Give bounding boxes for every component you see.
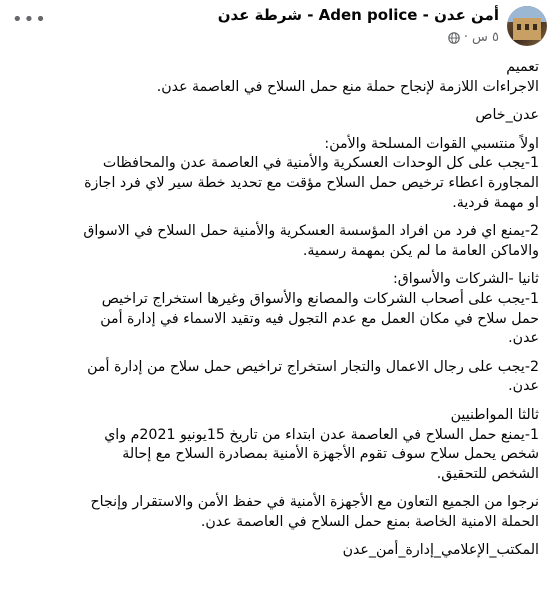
post-paragraph (12, 58, 539, 97)
post-text-line: تعميم (506, 59, 539, 75)
post-timestamp[interactable]: ٥ س (472, 30, 499, 45)
post-text-line: الحملة الامنية الخاصة بمنع حمل السلاح في العاصمة عدن. (200, 513, 539, 530)
post-text-line: الاجراءات اللازمة لإنجاح حملة منع حمل السلاح في العاصمة عدن. (156, 78, 539, 95)
post-paragraph (12, 541, 539, 561)
page-avatar[interactable] (507, 6, 547, 46)
post-text-line: المجاورة اعطاء ترخيص حمل السلاح مؤقت مع تحديد خطة سير لاي فرد اجازة (84, 174, 539, 191)
post-text-line: او مهمة فردية. (452, 194, 539, 211)
post-text-line: 2-يمنع اي فرد من افراد المؤسسة العسكرية والأمنية حمل السلاح في الاسواق (83, 223, 539, 240)
meta-separator: · (463, 30, 468, 45)
post-paragraph (12, 406, 539, 484)
post-text-line: 1-يجب على كل الوحدات العسكرية والأمنية في العاصمة عدن والمحافظات (102, 155, 539, 172)
post-text-line: نرجوا من الجميع التعاون مع الأجهزة الأمنية في حفظ الأمن والاستقرار وإنجاح (90, 494, 539, 511)
post-text-line: والاماكن العامة ما لم يكن بمهمة رسمية. (302, 242, 539, 259)
page-name-link[interactable]: شرطة عدن - Aden police - أمن عدن (217, 6, 499, 24)
post-paragraph (12, 493, 539, 532)
post-text-line: عدن. (508, 330, 539, 347)
post-text-line: الشخص للتحقيق. (436, 465, 539, 482)
post-text-line: المكتب_الإعلامي_إدارة_أمن_عدن (342, 542, 539, 559)
post-paragraph (12, 222, 539, 261)
post-paragraph (12, 270, 539, 348)
post-text-line: حمل سلاح في مكان العمل مع عدم التجول فيه وتقيد الاسماء في إدارة أمن (100, 310, 539, 327)
globe-icon[interactable] (448, 32, 460, 44)
post-text-line: 2-يجب على رجال الاعمال والتجار استخراج تراخيص حمل سلاح من إدارة أمن (87, 358, 539, 375)
post-paragraph (12, 135, 539, 213)
post-header (0, 0, 555, 56)
post-text-line: شخص يحمل سلاح سوف تقوم الأجهزة الأمنية بمصادرة السلاح مع إحالة (122, 446, 539, 463)
post-text-line: عدن_خاص (475, 107, 539, 124)
post-text-line: اولاً منتسبي القوات المسلحة والأمن: (324, 135, 539, 152)
post-text-line: عدن. (508, 378, 539, 395)
post-paragraph (12, 358, 539, 397)
post-body (12, 58, 539, 570)
post-text-line: ثانيا -الشركات والأسواق: (393, 271, 539, 288)
post-text-line: ثالثا المواطنيين (450, 406, 539, 423)
post-text-line: 1-يمنع حمل السلاح في العاصمة عدن ابتداء من تاريخ 15يونيو 2021م واي (104, 426, 539, 443)
post-text-line: 1-يجب على أصحاب الشركات والمصانع والأسواق وغيرها استخراج تراخيص (101, 290, 539, 307)
post-paragraph (12, 106, 539, 126)
post-meta (448, 30, 499, 45)
more-options-icon[interactable]: ••• (12, 9, 47, 30)
